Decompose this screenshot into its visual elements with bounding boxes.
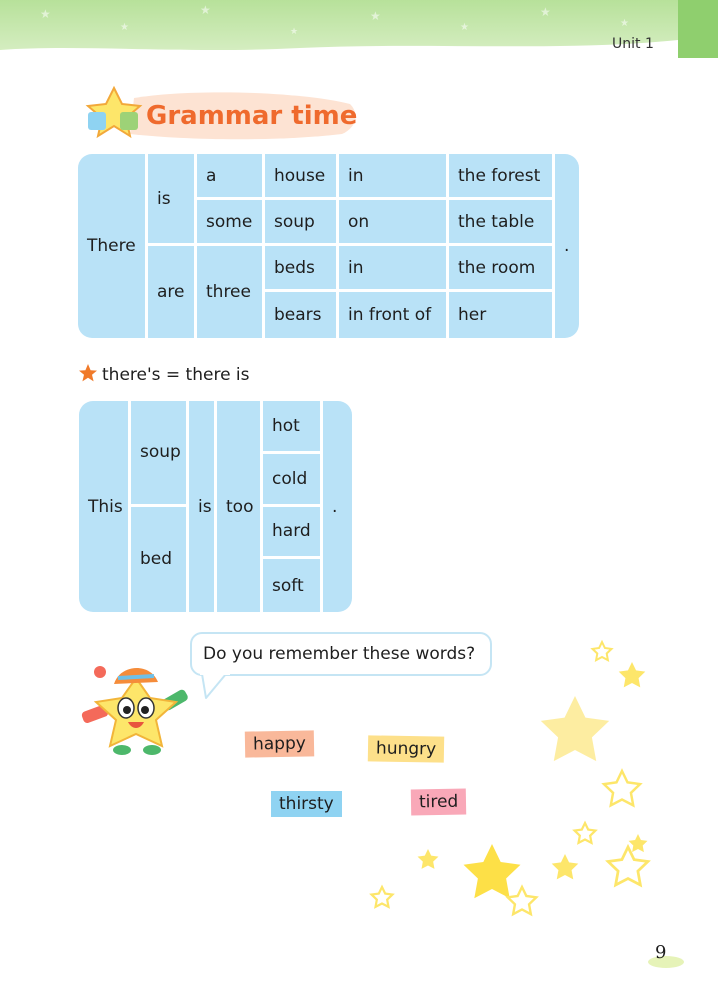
svg-text:★: ★ — [120, 22, 129, 33]
cell: bears — [265, 292, 339, 338]
adjective-cell: hard — [263, 507, 323, 560]
grammar-table-there — [78, 154, 579, 338]
word-label-hungry: hungry — [368, 735, 445, 762]
svg-text:★: ★ — [290, 27, 299, 37]
svg-text:★: ★ — [40, 7, 51, 21]
adjective-cell: hot — [263, 401, 323, 454]
cell: beds — [265, 246, 339, 292]
cell: house — [265, 154, 339, 200]
cell: in — [339, 246, 449, 292]
unit-label: Unit 1 — [612, 36, 654, 52]
noun-cell: soup — [131, 401, 189, 507]
decorative-stars — [360, 630, 660, 970]
section-title: Grammar time — [146, 101, 358, 131]
cell: the room — [449, 246, 555, 292]
cell: soup — [265, 200, 339, 246]
svg-text:★: ★ — [370, 9, 381, 23]
svg-text:★: ★ — [540, 5, 551, 19]
cell: the table — [449, 200, 555, 246]
note-text: there's = there is — [102, 365, 250, 385]
verb-cell: is — [189, 401, 217, 612]
note-line — [78, 363, 250, 385]
adjective-cell: cold — [263, 454, 323, 507]
verb-cell: is — [148, 154, 197, 246]
mascot-star-character — [80, 662, 192, 762]
cell: in — [339, 154, 449, 200]
cell: the forest — [449, 154, 555, 200]
svg-text:★: ★ — [460, 22, 469, 33]
cell: in front of — [339, 292, 449, 338]
noun-cell: bed — [131, 507, 189, 613]
svg-text:★: ★ — [200, 3, 211, 17]
word-label-happy: happy — [245, 730, 314, 757]
word-label-tired: tired — [411, 789, 467, 816]
cell: her — [449, 292, 555, 338]
star-icon — [78, 363, 98, 383]
cell: some — [197, 200, 265, 246]
end-mark: . — [564, 236, 570, 256]
verb-cell: are — [148, 246, 197, 338]
end-mark: . — [332, 496, 338, 517]
grammar-table-this — [79, 401, 352, 612]
speech-bubble-text: Do you remember these words? — [203, 644, 476, 664]
speech-bubble-tail — [196, 672, 236, 702]
header-band — [0, 0, 718, 58]
adjective-cell: soft — [263, 559, 323, 612]
subject-cell: This — [79, 401, 131, 612]
adverb-cell: too — [217, 401, 263, 612]
svg-text:★: ★ — [620, 18, 629, 29]
cell: three — [197, 246, 265, 338]
cell: on — [339, 200, 449, 246]
word-label-thirsty: thirsty — [271, 791, 342, 817]
cell: a — [197, 154, 265, 200]
page-number: 9 — [655, 942, 667, 963]
subject-cell: There — [78, 154, 148, 338]
